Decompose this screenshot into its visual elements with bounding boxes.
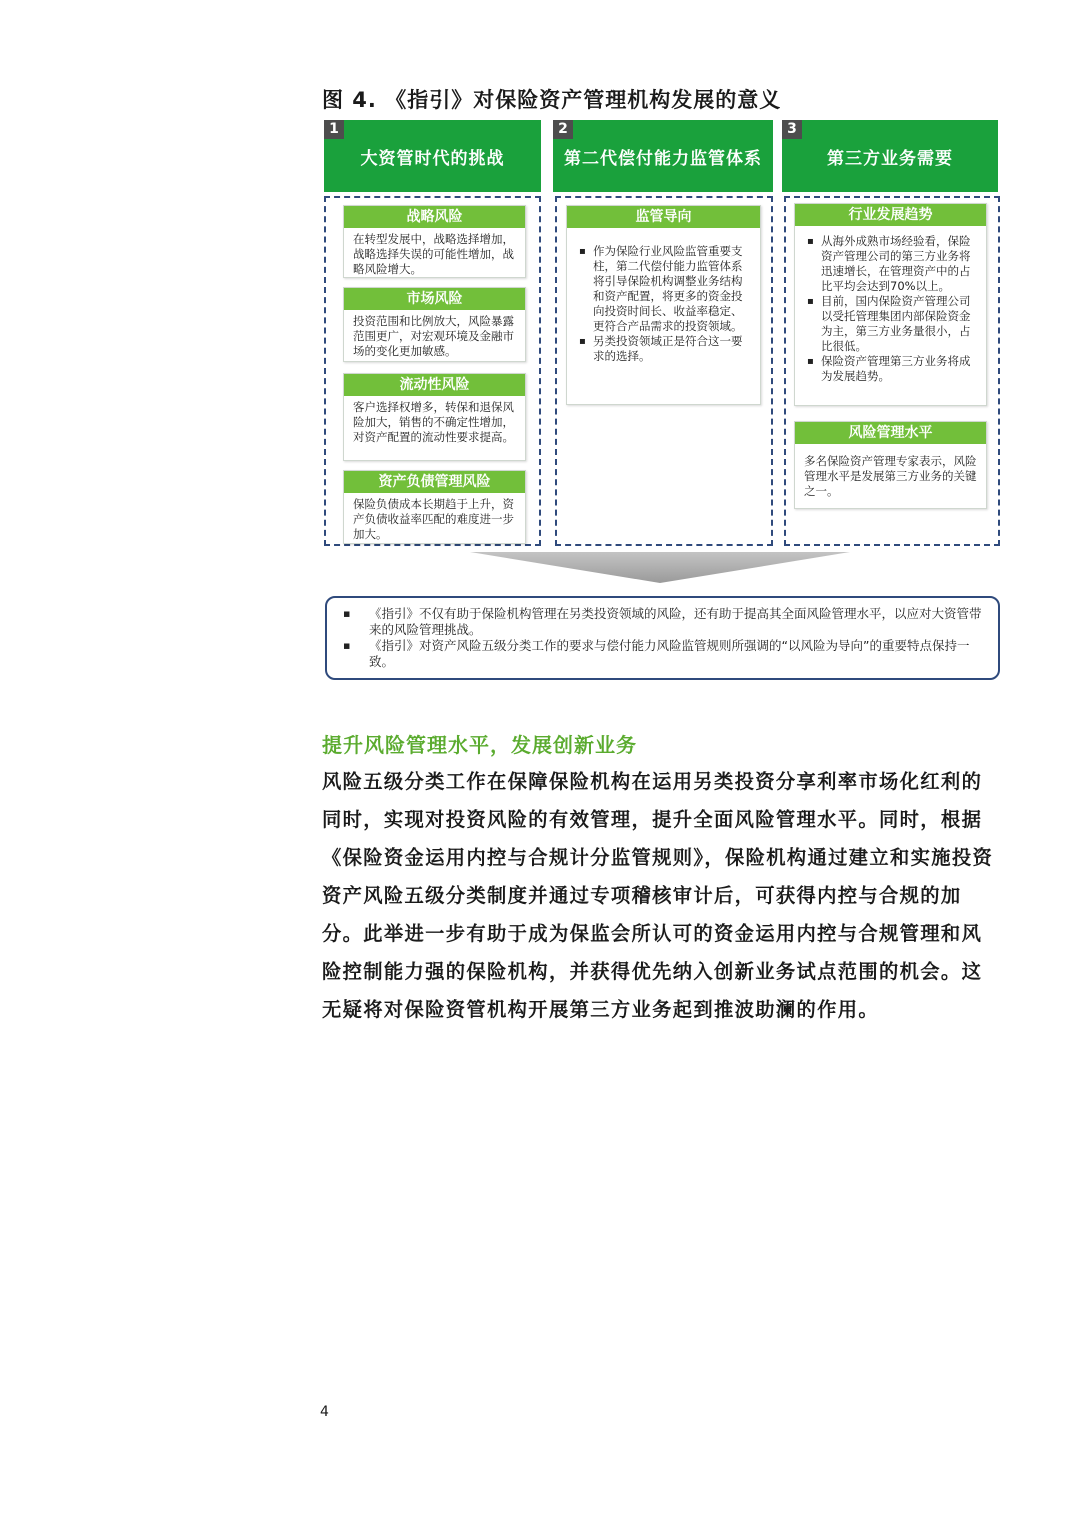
list-item: ▪ 保险资产管理第三方业务将成为发展趋势。 <box>821 354 976 384</box>
regulatory-guidance-item <box>566 205 761 405</box>
risk-item-header: 市场风险 <box>344 288 525 310</box>
list-item: ▪ 另类投资领域正是符合这一要求的选择。 <box>593 334 750 364</box>
risk-item-text: 在转型发展中，战略选择增加，战略选择失误的可能性增加，战略风险增大。 <box>353 232 514 276</box>
down-arrow-icon <box>470 552 850 584</box>
column-header-3 <box>782 120 998 192</box>
column-title-3: 第三方业务需要 <box>827 149 953 169</box>
item-text: 多名保险资产管理专家表示，风险管理水平是发展第三方业务的关键之一。 <box>804 454 977 498</box>
risk-item-header: 战略风险 <box>344 206 525 228</box>
item-header: 行业发展趋势 <box>795 204 986 226</box>
summary-item: ▪ 《指引》不仅有助于保险机构管理在另类投资领域的风险，还有助于提高其全面风险管理水平，以应对大资管带来的风险管理挑战。 <box>369 606 984 638</box>
risk-item-alm <box>343 470 526 544</box>
risk-item-header: 资产负债管理风险 <box>344 471 525 493</box>
column-number-1: 1 <box>324 120 344 139</box>
list-item: ▪ 从海外成熟市场经验看，保险资产管理公司的第三方业务将迅速增长，在管理资产中的占比平均会达到70%以上。 <box>821 234 976 294</box>
body-paragraph: 风险五级分类工作在保障保险机构在运用另类投资分享利率市场化红利的同时，实现对投资风险的有效管理，提升全面风险管理水平。同时，根据《保险资金运用内控与合规计分监管规则》，保险机构通过建立和实施投资资产风险五级分类制度并通过专项稽核审计后，可获得内控与合规的加分。此举进一步有助于成为保监会所认可的资金运用内控与合规管理和风险控制能力强的保险机构，并获得优先纳入创新业务试点范围的机会。这无疑将对保险资管机构开展第三方业务起到推波助澜的作用。 <box>322 770 994 1021</box>
bullet-list <box>567 228 760 368</box>
item-header: 监管导向 <box>567 206 760 228</box>
risk-item-header: 流动性风险 <box>344 374 525 396</box>
risk-item-market <box>343 287 526 362</box>
page-number: 4 <box>320 1404 329 1420</box>
column-title-2: 第二代偿付能力监管体系 <box>564 149 762 169</box>
summary-list <box>327 598 998 670</box>
risk-item-strategic <box>343 205 526 278</box>
list-item: ▪ 目前，国内保险资产管理公司以受托管理集团内部保险资金为主，第三方业务量很小，占比很低。 <box>821 294 976 354</box>
risk-item-liquidity <box>343 373 526 461</box>
risk-management-level-item <box>794 421 987 509</box>
column-header-2 <box>553 120 773 192</box>
column-number-3: 3 <box>782 120 802 139</box>
section-title: 提升风险管理水平，发展创新业务 <box>322 733 637 757</box>
figure-title: 图 4. 《指引》对保险资产管理机构发展的意义 <box>322 88 782 112</box>
summary-box <box>325 596 1000 680</box>
summary-item: ▪ 《指引》对资产风险五级分类工作的要求与偿付能力风险监管规则所强调的“以风险为导向”的重要特点保持一致。 <box>369 638 984 670</box>
list-item: ▪ 作为保险行业风险监管重要支柱，第二代偿付能力监管体系将引导保险机构调整业务结构和资产配置，将更多的资金投向投资时间长、收益率稳定、更符合产品需求的投资领域。 <box>593 244 750 334</box>
column-title-1: 大资管时代的挑战 <box>360 149 505 169</box>
industry-trend-item <box>794 203 987 406</box>
risk-item-text: 投资范围和比例放大，风险暴露范围更广，对宏观环境及金融市场的变化更加敏感。 <box>353 314 514 358</box>
bullet-list <box>795 226 986 388</box>
risk-item-text: 客户选择权增多，转保和退保风险加大，销售的不确定性增加，对资产配置的流动性要求提高。 <box>353 400 514 444</box>
column-header-1 <box>324 120 541 192</box>
item-header: 风险管理水平 <box>795 422 986 444</box>
column-number-2: 2 <box>553 120 573 139</box>
risk-item-text: 保险负债成本长期趋于上升，资产负债收益率匹配的难度进一步加大。 <box>353 497 514 541</box>
